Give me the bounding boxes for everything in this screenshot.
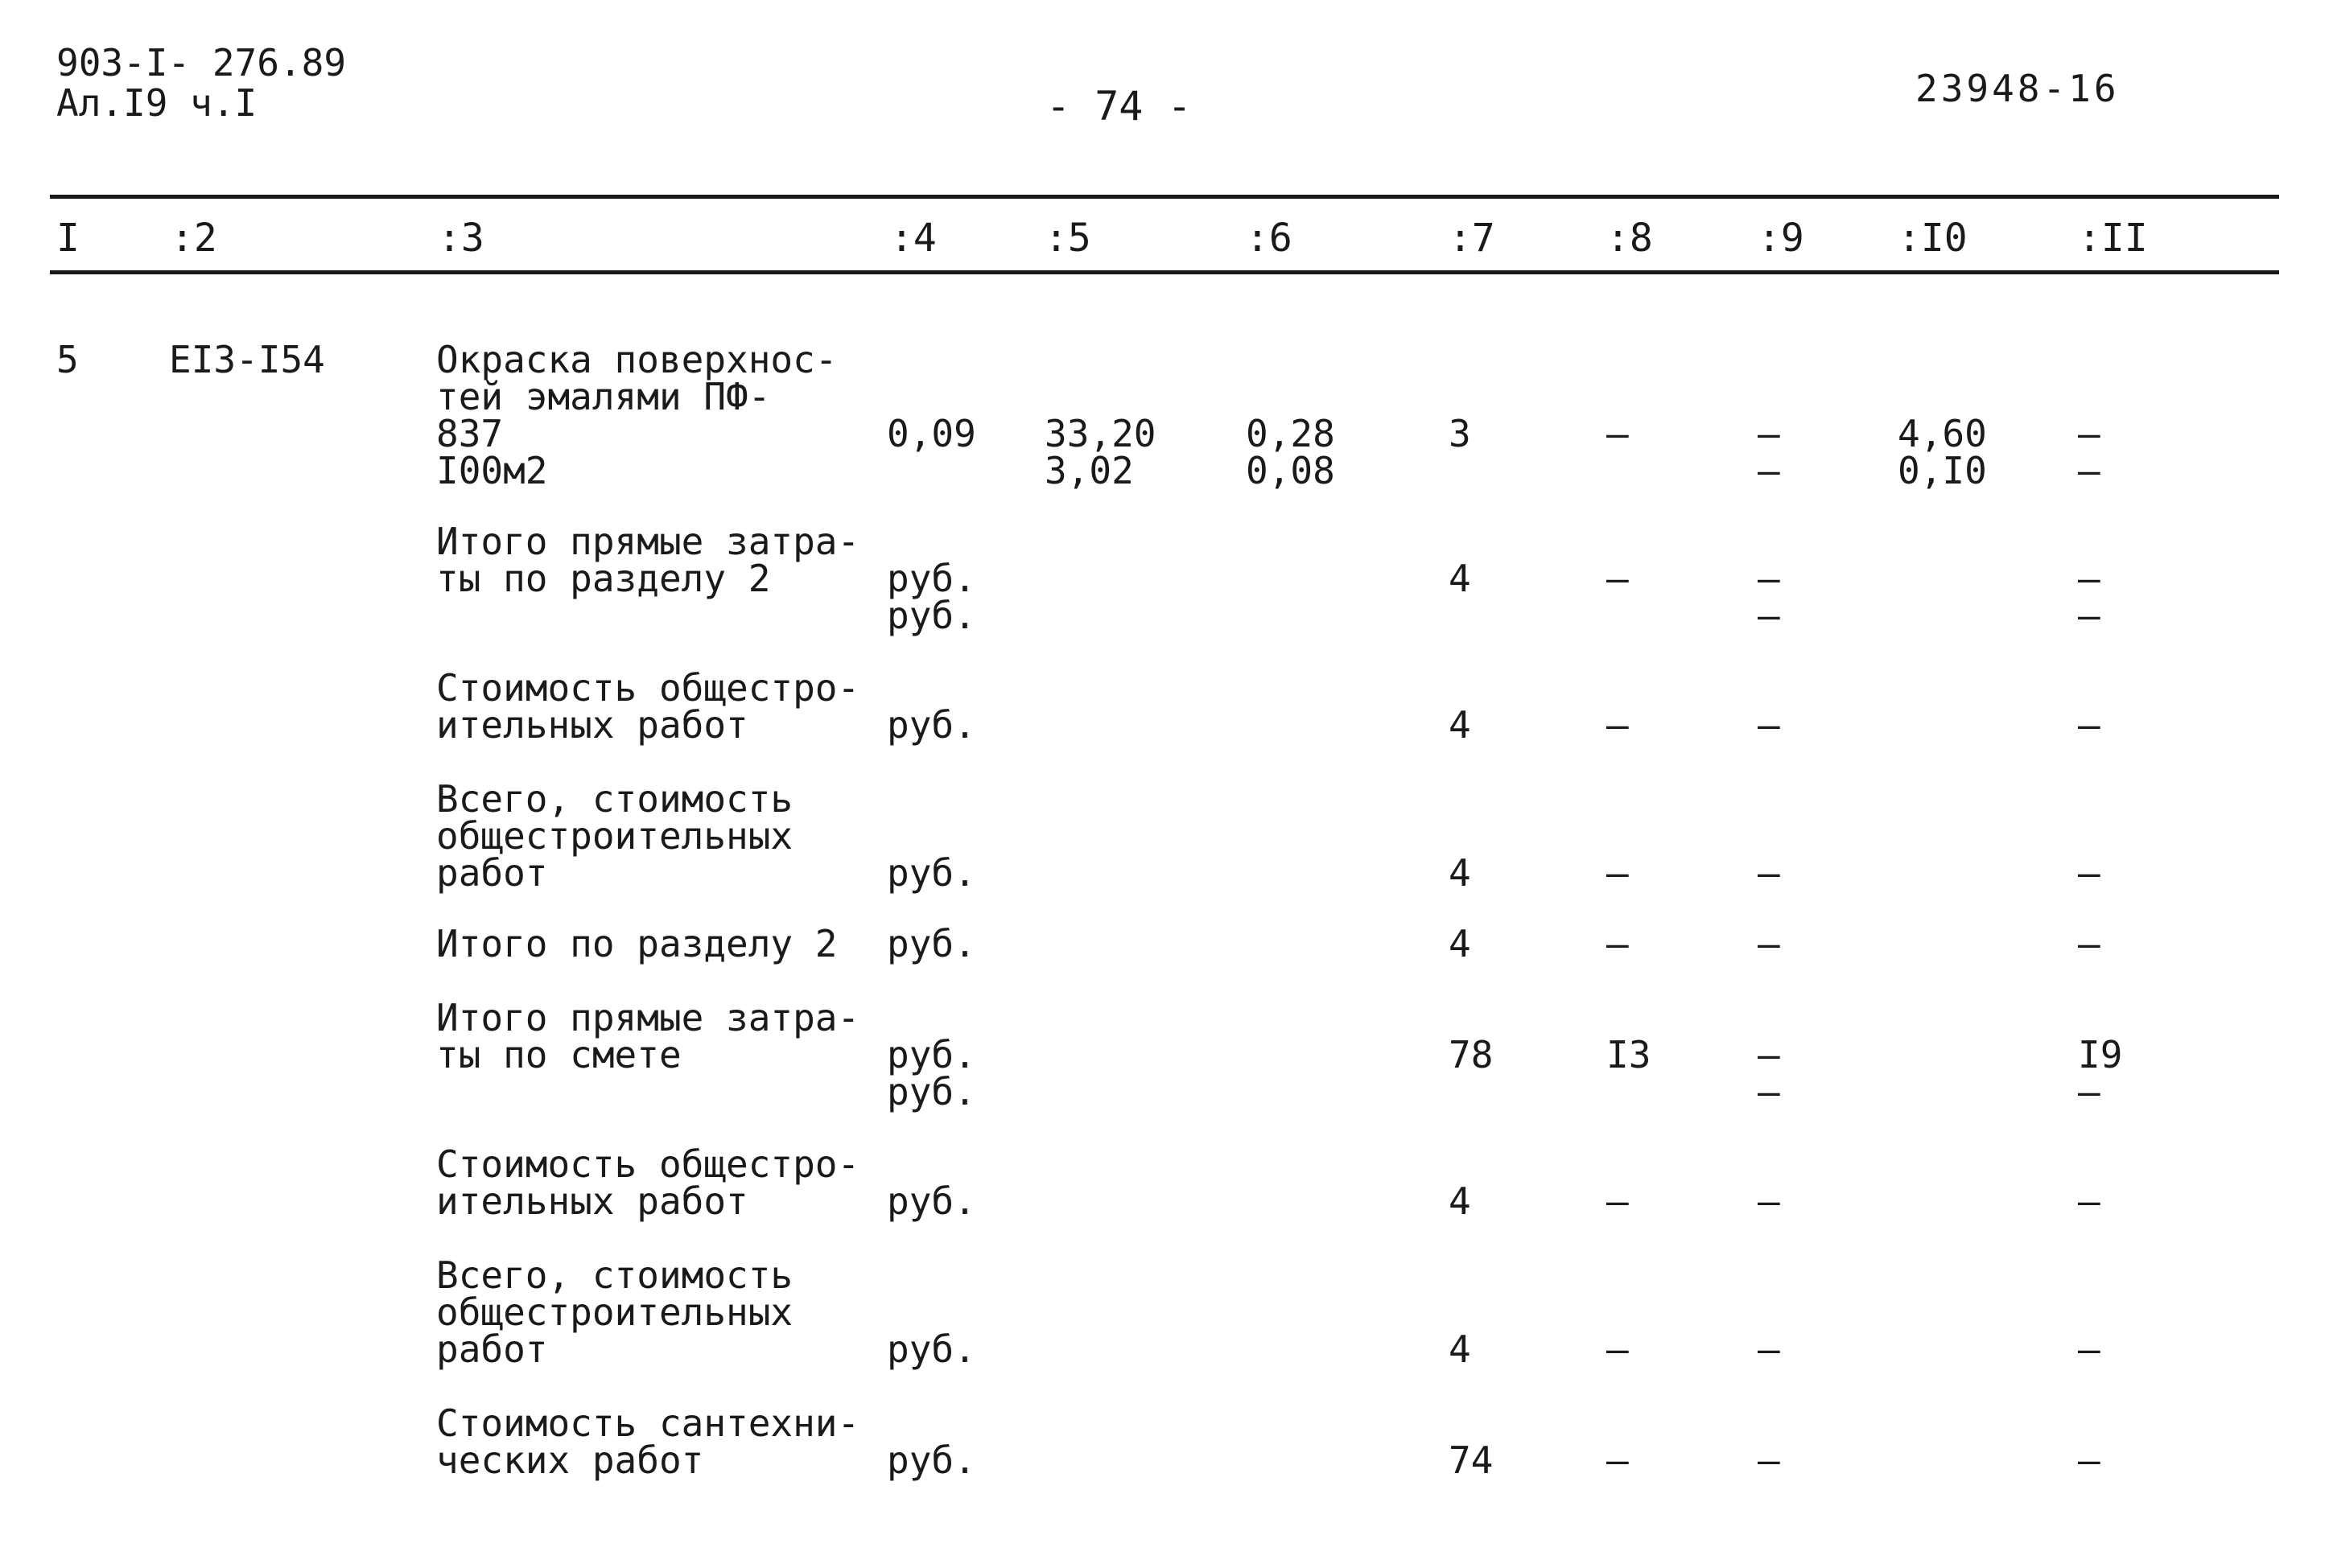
- col8-value: –: [1606, 851, 1629, 895]
- col7-value: 4: [1449, 922, 1471, 965]
- col7-value: 4: [1449, 1327, 1471, 1371]
- col11-value: –: [2078, 703, 2100, 747]
- column-heading-8: :8: [1606, 216, 1653, 261]
- column-heading-10: :I0: [1898, 216, 1968, 261]
- col11-value: – –: [2078, 557, 2100, 637]
- col11-value: –: [2078, 922, 2100, 965]
- col9-value: –: [1758, 922, 1780, 965]
- col6-value: 0,28 0,08: [1246, 412, 1335, 492]
- unit-cost-value: 33,20 3,02: [1045, 412, 1156, 492]
- col11-value: – –: [2078, 412, 2100, 492]
- col7-value: 4: [1449, 1179, 1471, 1223]
- unit-label: руб. руб.: [887, 557, 976, 637]
- col11-value: –: [2078, 851, 2100, 895]
- row-description: Стоимость общестро- ительных работ: [436, 666, 860, 747]
- col7-value: 4: [1449, 703, 1471, 747]
- col8-value: –: [1606, 1327, 1629, 1371]
- unit-label: руб.: [887, 1179, 976, 1223]
- col9-value: –: [1758, 1327, 1780, 1371]
- col10-value: 4,60 0,I0: [1898, 412, 1987, 492]
- col7-value: 3: [1449, 412, 1471, 455]
- col11-value: I9 –: [2078, 1033, 2123, 1113]
- column-heading-9: :9: [1758, 216, 1804, 261]
- col7-value: 74: [1449, 1438, 1494, 1482]
- col7-value: 4: [1449, 851, 1471, 895]
- album-label: Ал.I9 ч.I: [56, 81, 258, 125]
- col11-value: –: [2078, 1179, 2100, 1223]
- col11-value: –: [2078, 1438, 2100, 1482]
- col8-value: –: [1606, 557, 1629, 600]
- row-description: Всего, стоимость общестроительных работ: [436, 777, 794, 895]
- col7-value: 78: [1449, 1033, 1494, 1076]
- unit-label: руб.: [887, 1438, 976, 1482]
- column-heading-11: :II: [2078, 216, 2148, 261]
- row-description: Всего, стоимость общестроительных работ: [436, 1253, 794, 1371]
- rate-code: EI3-I54: [169, 338, 325, 381]
- col9-value: –: [1758, 1179, 1780, 1223]
- top-rule: [50, 195, 2279, 199]
- header-rule: [50, 270, 2279, 274]
- col9-value: –: [1758, 703, 1780, 747]
- col8-value: I3: [1606, 1033, 1651, 1076]
- col7-value: 4: [1449, 557, 1471, 600]
- col9-value: – –: [1758, 1033, 1780, 1113]
- unit-label: руб.: [887, 922, 976, 965]
- col9-value: –: [1758, 1438, 1780, 1482]
- col8-value: –: [1606, 703, 1629, 747]
- column-heading-4: :4: [890, 216, 937, 261]
- row-description: Окраска поверхнос- тей эмалями ПФ- 837 I00м2: [436, 338, 838, 492]
- unit-label: руб.: [887, 851, 976, 895]
- col8-value: –: [1606, 412, 1629, 455]
- column-heading-3: :3: [438, 216, 484, 261]
- col9-value: –: [1758, 851, 1780, 895]
- column-heading-1: I: [56, 216, 80, 261]
- col9-value: – –: [1758, 412, 1780, 492]
- inventory-number: 23948-16: [1915, 67, 2120, 110]
- col11-value: –: [2078, 1327, 2100, 1371]
- row-description: Итого прямые затра- ты по разделу 2: [436, 520, 860, 600]
- unit-label: руб.: [887, 703, 976, 747]
- row-number: 5: [56, 338, 79, 381]
- col9-value: – –: [1758, 557, 1780, 637]
- unit-label: руб. руб.: [887, 1033, 976, 1113]
- page-number: - 74 -: [1046, 83, 1192, 130]
- row-description: Стоимость сантехни- ческих работ: [436, 1401, 860, 1482]
- col8-value: –: [1606, 1438, 1629, 1482]
- row-description: Итого по разделу 2: [436, 922, 838, 965]
- unit-label: руб.: [887, 1327, 976, 1371]
- document-code: 903-I- 276.89: [56, 41, 347, 84]
- row-description: Итого прямые затра- ты по смете: [436, 996, 860, 1076]
- row-description: Стоимость общестро- ительных работ: [436, 1142, 860, 1223]
- column-heading-2: :2: [171, 216, 217, 261]
- col8-value: –: [1606, 922, 1629, 965]
- column-heading-5: :5: [1045, 216, 1091, 261]
- col8-value: –: [1606, 1179, 1629, 1223]
- column-heading-7: :7: [1449, 216, 1495, 261]
- column-heading-6: :6: [1246, 216, 1292, 261]
- quantity-value: 0,09: [887, 412, 976, 455]
